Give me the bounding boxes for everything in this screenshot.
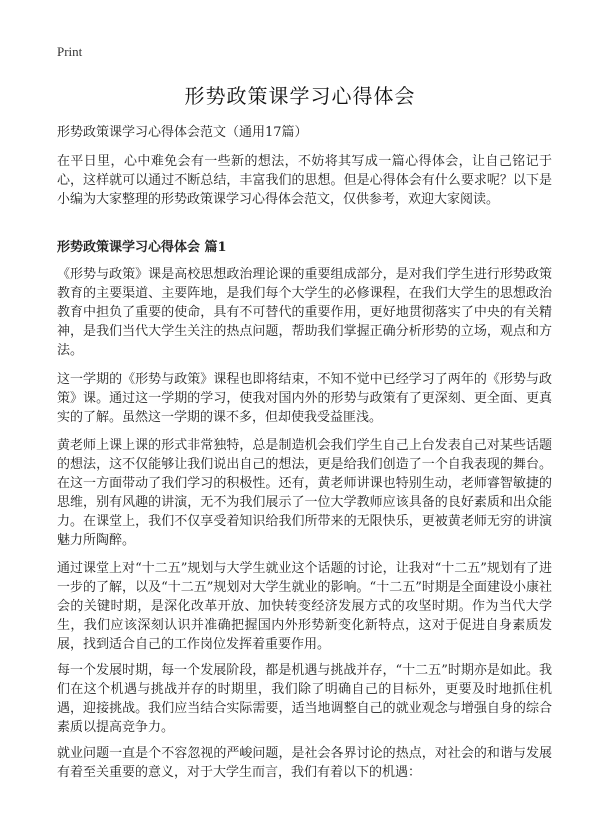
- print-link[interactable]: Print: [57, 44, 83, 59]
- body-paragraph-6: 就业问题一直是个不容忽视的严峻问题，是社会各界讨论的热点，对社会的和谐与发展有着至关重要的意义，对于大学生而言，我们有着以下的机遇：: [57, 746, 552, 780]
- section-heading: 形势政策课学习心得体会 篇1: [57, 240, 227, 255]
- document-title: 形势政策课学习心得体会: [184, 84, 416, 108]
- body-paragraph-3: 黄老师上课上课的形式非常独特，总是制造机会我们学生自己上台发表自己对某些话题的想法，这不仅能够让我们说出自己的想法，更是给我们创造了一个自我表现的舞台。在这一方面带动了我们学习的积极性。还有，黄老师讲课也特别生动，老师睿智敏捷的思维，别有风趣的讲演，无不为我们展示了一位大学教师应该具备的良好素质和出众能力。在课堂上，我们不仅享受着知识给我们所带来的无限快乐，更被黄老师无穷的讲演魅力所陶醉。: [57, 438, 552, 548]
- intro-paragraph: 在平日里，心中难免会有一些新的想法，不妨将其写成一篇心得体会，让自己铭记于心，这样就可以通过不断总结，丰富我们的思想。但是心得体会有什么要求呢？以下是小编为大家整理的形势政策课学习心得体会范文，仅供参考，欢迎大家阅读。: [57, 154, 552, 207]
- body-paragraph-5: 每一个发展时期，每一个发展阶段，都是机遇与挑战并存，“十二五”时期亦是如此。我们在这个机遇与挑战并存的时期里，我们除了明确自己的目标外，更要及时地抓住机遇，迎接挑战。我们应当结合实际需要，适当地调整自己的就业观念与增强自身的综合素质以提高竞争力。: [57, 663, 552, 735]
- body-paragraph-2: 这一学期的《形势与政策》课程也即将结束，不知不觉中已经学习了两年的《形势与政策》课。通过这一学期的学习，使我对国内外的形势与政策有了更深刻、更全面、更真实的了解。虽然这一学期的课不多，但却使我受益匪浅。: [57, 372, 552, 425]
- document-subtitle: 形势政策课学习心得体会范文（通用17篇）: [57, 125, 308, 140]
- body-paragraph-1: 《形势与政策》课是高校思想政治理论课的重要组成部分，是对我们学生进行形势政策教育的主要渠道、主要阵地，是我们每个大学生的必修课程，在我们大学生的思想政治教育中担负了重要的使命，具有不可替代的重要作用，更好地贯彻落实了中央的有关精神，是我们当代大学生关注的热点问题，帮助我们掌握正确分析形势的立场，观点和方法。: [57, 267, 552, 358]
- body-paragraph-4: 通过课堂上对“十二五”规划与大学生就业这个话题的讨论，让我对“十二五”规划有了进一步的了解，以及“十二五”规划对大学生就业的影响。“十二五”时期是全面建设小康社会的关键时期，是深化改革开放、加快转变经济发展方式的攻坚时期。作为当代大学生，我们应该深刻认识并准确把握国内外形势新变化新特点，这对于促进自身素质发展，找到适合自己的工作岗位发挥着重要作用。: [57, 561, 552, 652]
